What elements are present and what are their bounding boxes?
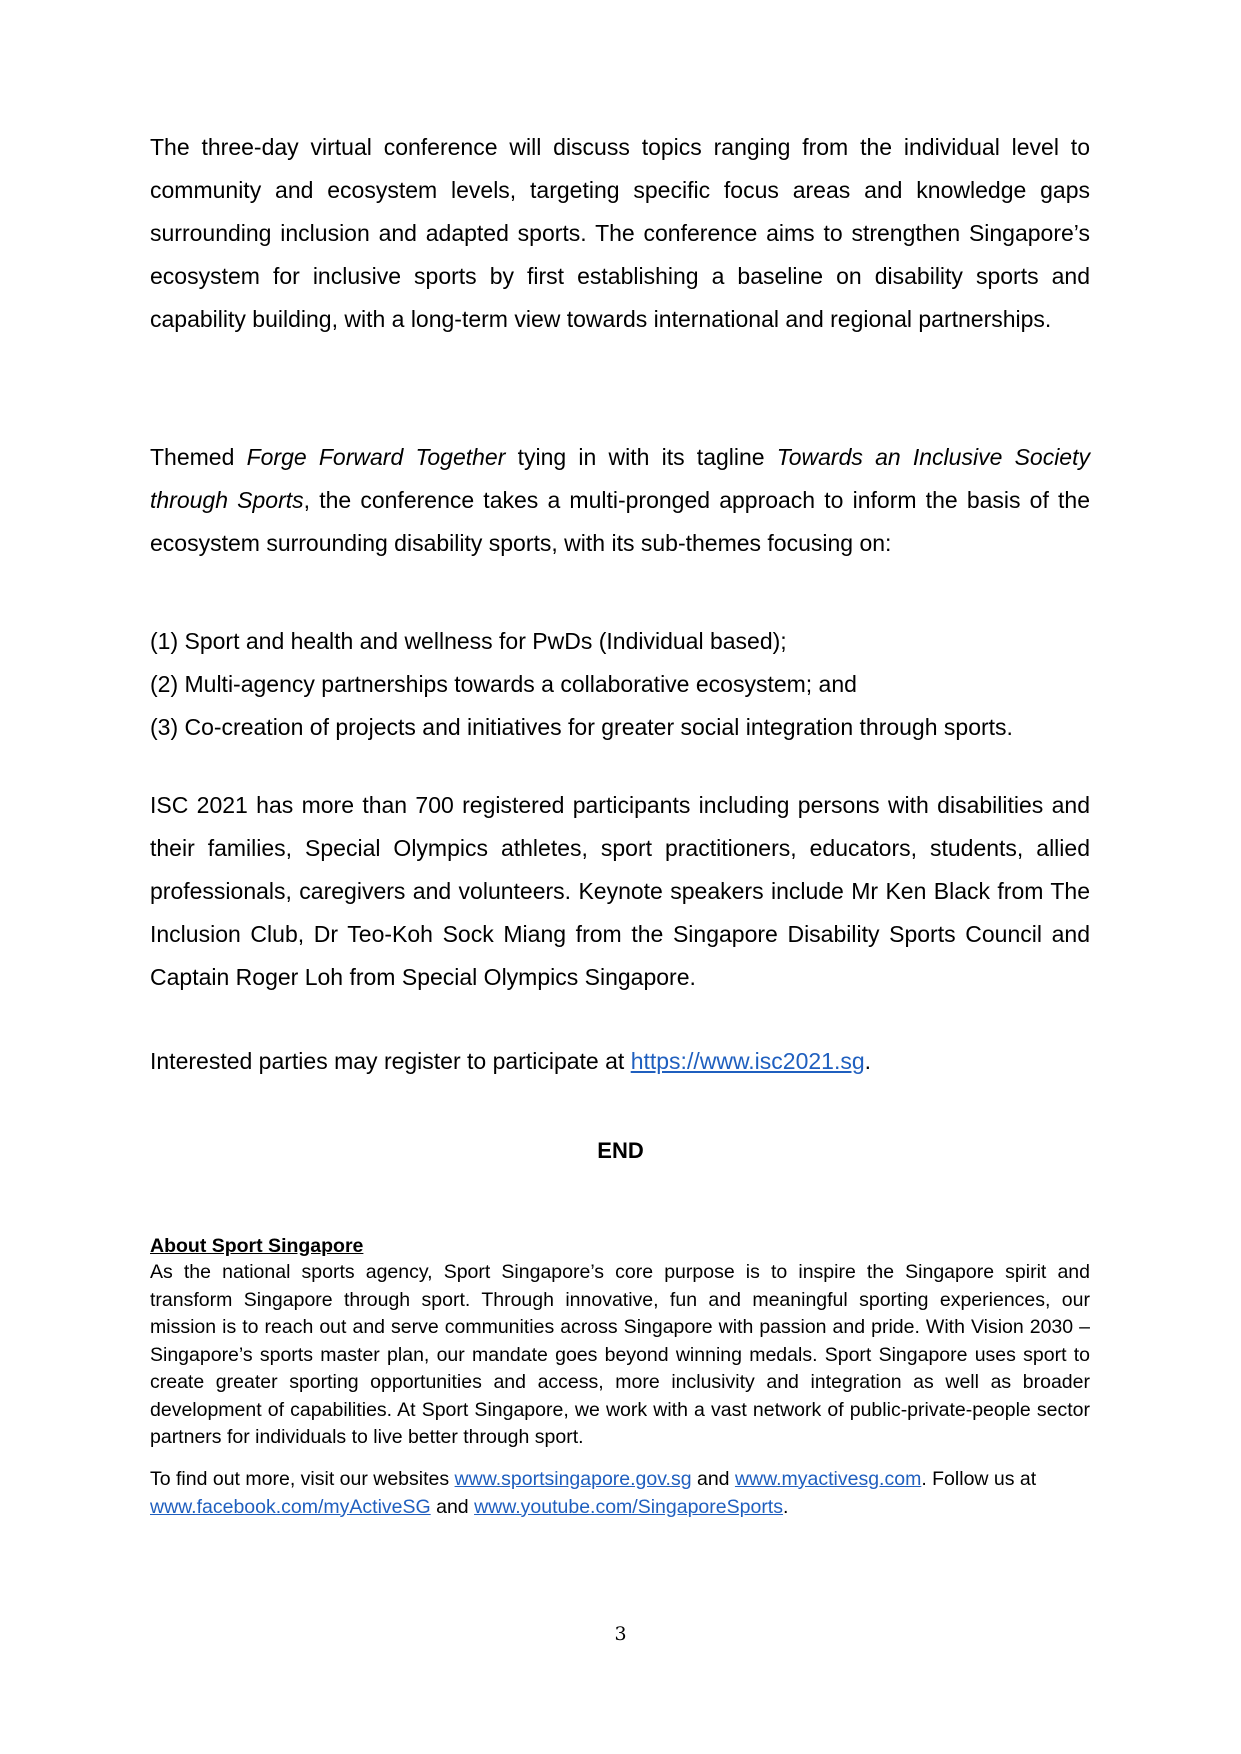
myactivesg-link[interactable]: www.myactivesg.com xyxy=(734,1468,922,1490)
sub-themes-list xyxy=(150,620,1090,749)
list-item: (1) Sport and health and wellness for PwDs (Individual based); xyxy=(150,628,787,654)
about-heading: About Sport Singapore xyxy=(150,1235,364,1257)
contact-text-1: To find out more, visit our websites xyxy=(150,1468,455,1490)
youtube-link[interactable]: www.youtube.com/SingaporeSports xyxy=(474,1495,783,1518)
theme-text-2: tying in with its tagline xyxy=(505,444,777,470)
register-text: Interested parties may register to participate at xyxy=(150,1048,631,1074)
theme-name: Forge Forward Together xyxy=(246,444,506,470)
theme-text-1: Themed xyxy=(150,444,247,470)
page-number: 3 xyxy=(614,1623,627,1645)
end-marker: END xyxy=(597,1138,644,1163)
contact-text-5: . xyxy=(782,1495,789,1518)
isc2021-link[interactable]: https://www.isc2021.sg xyxy=(630,1048,865,1074)
tagline: Towards an Inclusive Society through Sports xyxy=(150,444,1090,513)
contact-text-2: and xyxy=(691,1468,735,1490)
paragraph-conference-topics: The three-day virtual conference will discuss topics ranging from the individual level to community and ecosystem levels, targeting specific focus areas and knowledge gaps surrounding inclusion and adapted sports. The conference aims to strengthen Singapore’s ecosystem for inclusive sports by first establishing a baseline on disability sports and capability building, with a long-term view towards international and regional partnerships. xyxy=(150,134,1090,332)
about-body: As the national sports agency, Sport Singapore’s core purpose is to inspire the Singapore spirit and transform Singapore through sport. Through innovative, fun and meaningful sporting experiences, our mission is to reach out and serve communities across Singapore with passion and pride. With Vision 2030 – Singapore’s sports master plan, our mandate goes beyond winning medals. Sport Singapore uses sport to create greater sporting opportunities and access, more inclusivity and integration as well as broader development of capabilities. At Sport Singapore, we work with a vast network of public-private-people sector partners for individuals to live better through sport. xyxy=(150,1261,1090,1448)
contact-text-4: and xyxy=(430,1495,475,1518)
contact-text-3: . Follow us at xyxy=(921,1468,1037,1490)
about-contact xyxy=(150,1466,1090,1521)
list-item: (2) Multi-agency partnerships towards a collaborative ecosystem; and xyxy=(150,671,857,697)
register-period: . xyxy=(864,1048,872,1074)
theme-text-3: , the conference takes a multi-pronged approach to inform the basis of the ecosystem surrounding disability sports, with its sub-themes focusing on: xyxy=(150,487,1090,556)
sportsingapore-link[interactable]: www.sportsingapore.gov.sg xyxy=(454,1468,692,1490)
paragraph-theme xyxy=(150,436,1090,565)
paragraph-register xyxy=(150,1040,1090,1083)
paragraph-participants: ISC 2021 has more than 700 registered participants including persons with disabilities and their families, Special Olympics athletes, sport practitioners, educators, students, allied professionals, caregivers and volunteers. Keynote speakers include Mr Ken Black from The Inclusion Club, Dr Teo-Koh Sock Miang from the Singapore Disability Sports Council and Captain Roger Loh from Special Olympics Singapore. xyxy=(150,792,1090,990)
list-item: (3) Co-creation of projects and initiatives for greater social integration through sports. xyxy=(150,714,1013,740)
facebook-link[interactable]: www.facebook.com/myActiveSG xyxy=(150,1495,431,1518)
